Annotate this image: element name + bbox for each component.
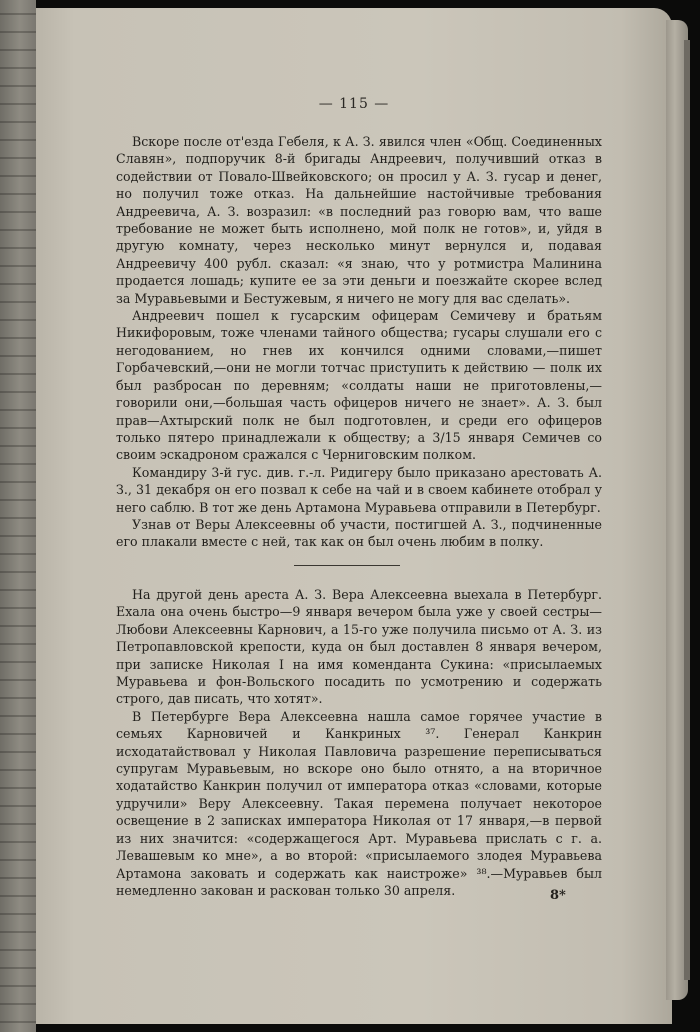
book-page bbox=[36, 8, 672, 1024]
paragraph: В Петербурге Вера Алексеевна нашла самое горячее участие в семьях Карновичей и Канкриных ³⁷. Генерал Канкрин исходатайствовал у Николая Павловича разрешение переписываться супругам Муравьевым, но вскоре оно было отнято, а на вторичное ходатайство Канкрин получил от императора отказ «словами, которые удручили» Веру Алексеевну. Такая перемена получает некоторое освещение в 2 записках императора Николая от 17 января,—в первой из них значится: «содержащегося Арт. Муравьева прислать с г. а. Левашевым ко мне», а во второй: «присылаемого злодея Муравьева Артамона заковать и содержать как наистрожe» ³⁸.—Муравьев был немедленно закован и раскован только 30 апреля. bbox=[116, 708, 602, 898]
page-number: — 115 — bbox=[318, 96, 390, 112]
facing-page-edge bbox=[0, 0, 36, 1032]
printer-signature-mark: 8* bbox=[550, 888, 566, 903]
paragraph: Андреевич пошел к гусарским офицерам Семичеву и братьям Никифоровым, тоже членами тайного общества; гусары слушали его с негодованием, но гнев их кончился одними словами,—пишет Горбачевский,—они не могли тотчас приступить к действию — полк их был разбросан по деревням; «солдаты наши не приготовлены,—говорили они,—большая часть офицеров ничего не знает». А. З. был прав—Ахтырский полк не был подготовлен, и среди его офицеров только пятеро принадлежали к обществу; а 3/15 января Семичев со своим эскадроном сражался с Черниговским полком. bbox=[116, 308, 602, 463]
text-block-lower bbox=[116, 586, 602, 899]
text-block-upper bbox=[116, 133, 602, 551]
paragraph: Командиру 3-й гус. див. г.-л. Ридигеру было приказано арестовать А. З., 31 декабря он его позвал к себе на чай и в своем кабинете отобрал у него саблю. В тот же день Артамона Муравьева отправили в Петербург. bbox=[116, 464, 602, 515]
paragraph: Вскоре после от'езда Гебеля, к А. З. явился член «Общ. Соединенных Славян», подпоручик 8-й бригады Андреевич, получивший отказ в содействии от Повало-Швейковского; он просил у А. З. гусар и денег, но получил тоже отказ. На дальнейшие настойчивые требования Андреевича, А. З. возразил: «в последний раз говорю вам, что ваше требование не может быть исполнено, мой полк не готов», и, уйдя в другую комнату, через несколько минут вернулся и, подавая Андреевичу 400 рубл. сказал: «я знаю, что у ротмистра Малинина продается лошадь; купите ее за эти деньги и поезжайте скорее вслед за Муравьевыми и Бестужевым, я ничего не могу для вас сделать». bbox=[116, 134, 602, 306]
section-divider bbox=[294, 565, 400, 566]
paragraph: Узнав от Веры Алексеевны об участи, постигшей А. З., подчиненные его плакали вместе с ней, так как он был очень любим в полку. bbox=[116, 516, 602, 550]
page-stack-shadow bbox=[684, 40, 690, 980]
paragraph: На другой день ареста А. З. Вера Алексеевна выехала в Петербург. Ехала она очень быстро—9 января вечером была уже у своей сестры—Любови Алексеевны Карнович, а 15-го уже получила письмо от А. З. из Петропавловской крепости, куда он был доставлен 8 января вечером, при записке Николая I на имя коменданта Сукина: «присылаемых Муравьева и фон-Вольского посадить по усмотрению и содержать строго, дав писать, что хотят». bbox=[116, 587, 602, 707]
